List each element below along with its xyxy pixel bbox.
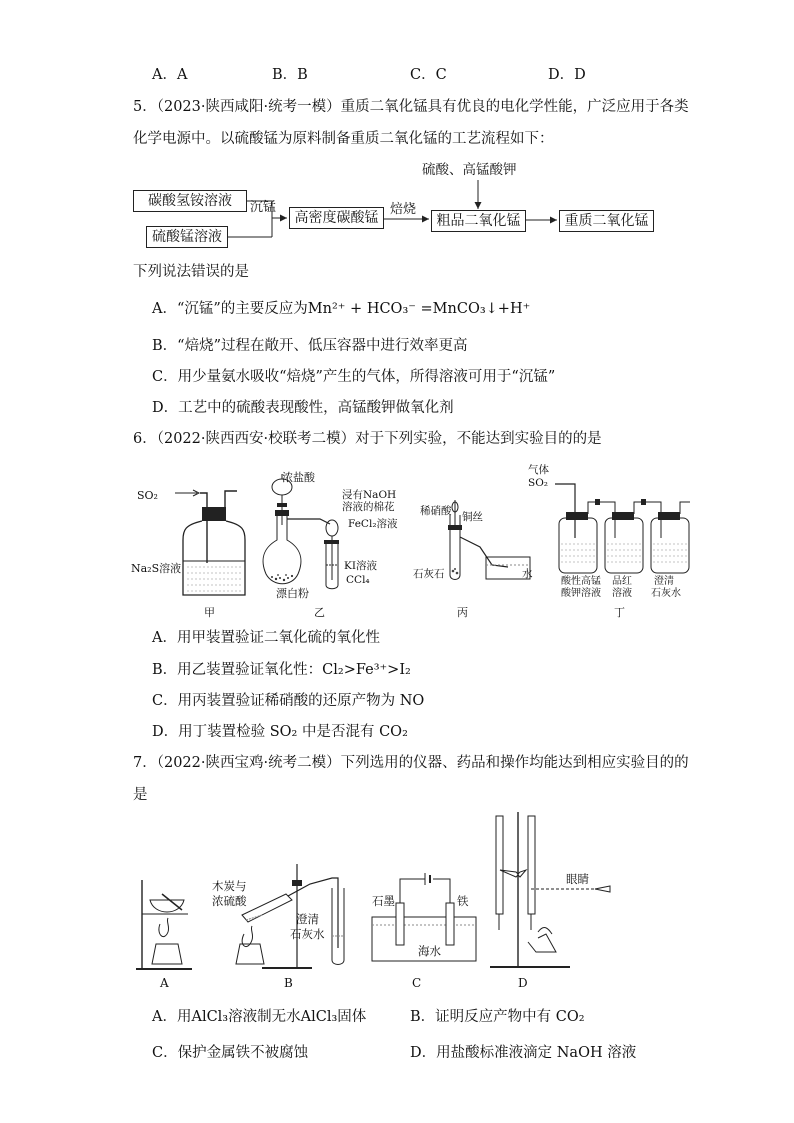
jia-solution-label: Na₂S溶液 <box>131 562 182 575</box>
bing-stone-label: 石灰石 <box>413 568 445 580</box>
ding-gas-label-2: SO₂ <box>528 477 549 489</box>
q7-d-titration-diagram <box>490 812 610 972</box>
ding-bottle2-label-2: 溶液 <box>612 588 632 599</box>
ding-bottle2-label-1: 品红 <box>612 576 632 587</box>
bing-name: 丙 <box>457 606 468 619</box>
flow-box-heavy-mno2: 重质二氧化锰 <box>559 210 654 232</box>
q6-stem: 6．（2022·陕西西安·校联考二模）对于下列实验，不能达到实验目的的是 <box>133 431 602 447</box>
flow-arrows <box>0 0 794 300</box>
q7-option-b[interactable]: B．证明反应产物中有 CO₂ <box>410 1009 585 1025</box>
q7-option-c[interactable]: C．保护金属铁不被腐蚀 <box>152 1045 309 1061</box>
ding-bottle3-label-1: 澄清 <box>654 576 674 587</box>
q7-letter-b: B <box>284 976 293 990</box>
q6-option-a[interactable]: A．用甲装置验证二氧化硫的氧化性 <box>152 630 380 646</box>
yi-acid-label: 浓盐酸 <box>282 471 315 484</box>
q4-option-a[interactable]: A．A <box>152 67 188 83</box>
flow-step-precipitate: 沉锰 <box>250 200 277 215</box>
ding-bottle1-label-1: 酸性高锰 <box>561 576 601 587</box>
jia-name: 甲 <box>204 606 215 619</box>
q7-option-d[interactable]: D．用盐酸标准液滴定 NaOH 溶液 <box>410 1045 637 1061</box>
ding-bottle1-label-2: 酸钾溶液 <box>561 588 601 599</box>
q4-option-d[interactable]: D．D <box>548 67 586 83</box>
q7-b-label-1: 木炭与 <box>212 879 247 893</box>
q7-letter-c: C <box>412 976 422 990</box>
q7-b-carbon-sulfuric-diagram <box>222 860 352 970</box>
yi-fecl2-label: FeCl₂溶液 <box>348 518 398 530</box>
q7-letter-d: D <box>518 976 528 990</box>
yi-cotton-label-2: 溶液的棉花 <box>342 501 395 513</box>
q4-option-c[interactable]: C．C <box>410 67 447 83</box>
q6-option-c[interactable]: C．用丙装置验证稀硝酸的还原产物为 NO <box>152 693 425 709</box>
q7-c-seawater-label: 海水 <box>418 944 441 958</box>
q4-option-b[interactable]: B．B <box>272 67 308 83</box>
q7-b-label-4: 石灰水 <box>290 927 325 941</box>
q7-option-a[interactable]: A．用AlCl₃溶液制无水AlCl₃固体 <box>152 1009 367 1025</box>
q5-option-b[interactable]: B．“焙烧”过程在敞开、低压容器中进行效率更高 <box>152 338 468 354</box>
yi-powder-label: 漂白粉 <box>276 587 309 600</box>
yi-name: 乙 <box>314 606 325 619</box>
q7-c-graphite-label: 石墨 <box>372 894 395 908</box>
q5-option-a-text: A．“沉锰”的主要反应为 <box>152 301 308 317</box>
q5-option-a-equation: Mn²⁺ + HCO₃⁻ =MnCO₃↓+H⁺ <box>307 301 531 317</box>
q7-b-label-3: 澄清 <box>296 912 319 926</box>
bing-wire-label: 铜丝 <box>462 511 483 523</box>
ding-three-bottles-diagram <box>555 478 705 578</box>
q7-stem-line1: 7．（2022·陕西宝鸡·统考二模）下列选用的仪器、药品和操作均能达到相应实验目的的 <box>133 755 689 771</box>
flow-box-crude-mno2: 粗品二氧化锰 <box>431 210 526 232</box>
ding-name: 丁 <box>614 606 625 619</box>
q7-letter-a: A <box>160 976 169 990</box>
q5-option-d[interactable]: D．工艺中的硫酸表现酸性，高锰酸钾做氧化剂 <box>152 400 454 416</box>
yi-ccl4-label: CCl₄ <box>346 574 370 586</box>
flow-box-ammonium-bicarbonate: 碳酸氢铵溶液 <box>133 190 247 212</box>
flow-step-roast: 焙烧 <box>390 202 417 217</box>
bing-water-label: 水 <box>522 568 533 580</box>
q7-d-eye-label: 眼睛 <box>566 872 589 886</box>
flow-box-manganese-carbonate: 高密度碳酸锰 <box>289 207 384 229</box>
q7-b-label-2: 浓硫酸 <box>212 894 247 908</box>
q7-a-evaporation-diagram <box>136 880 196 970</box>
bing-acid-label: 稀硝酸 <box>420 505 452 517</box>
q6-option-b[interactable]: B．用乙装置验证氧化性：Cl₂>Fe³⁺>I₂ <box>152 662 411 678</box>
q6-option-d[interactable]: D．用丁装置检验 SO₂ 中是否混有 CO₂ <box>152 724 408 740</box>
flow-box-manganese-sulfate: 硫酸锰溶液 <box>146 226 228 248</box>
q5-option-c[interactable]: C．用少量氨水吸收“焙烧”产生的气体，所得溶液可用于“沉锰” <box>152 369 556 385</box>
ding-bottle3-label-2: 石灰水 <box>651 588 681 599</box>
ding-gas-label-1: 气体 <box>528 464 549 476</box>
q5-stem-line1: 5．（2023·陕西咸阳·统考一模）重质二氧化锰具有优良的电化学性能，广泛应用于各类 <box>133 99 689 115</box>
yi-cotton-label-1: 浸有NaOH <box>342 489 397 501</box>
jia-gas-label: SO₂ <box>137 489 158 502</box>
q5-option-a[interactable] <box>152 299 530 319</box>
flow-reagent: 硫酸、高锰酸钾 <box>422 162 517 178</box>
yi-ki-label: KI溶液 <box>344 560 377 572</box>
q5-stem-line2: 化学电源中。以硫酸锰为原料制备重质二氧化锰的工艺流程如下： <box>133 131 554 147</box>
q5-question: 下列说法错误的是 <box>133 264 249 280</box>
q7-c-iron-label: 铁 <box>457 894 469 908</box>
q7-stem-line2: 是 <box>133 787 148 803</box>
